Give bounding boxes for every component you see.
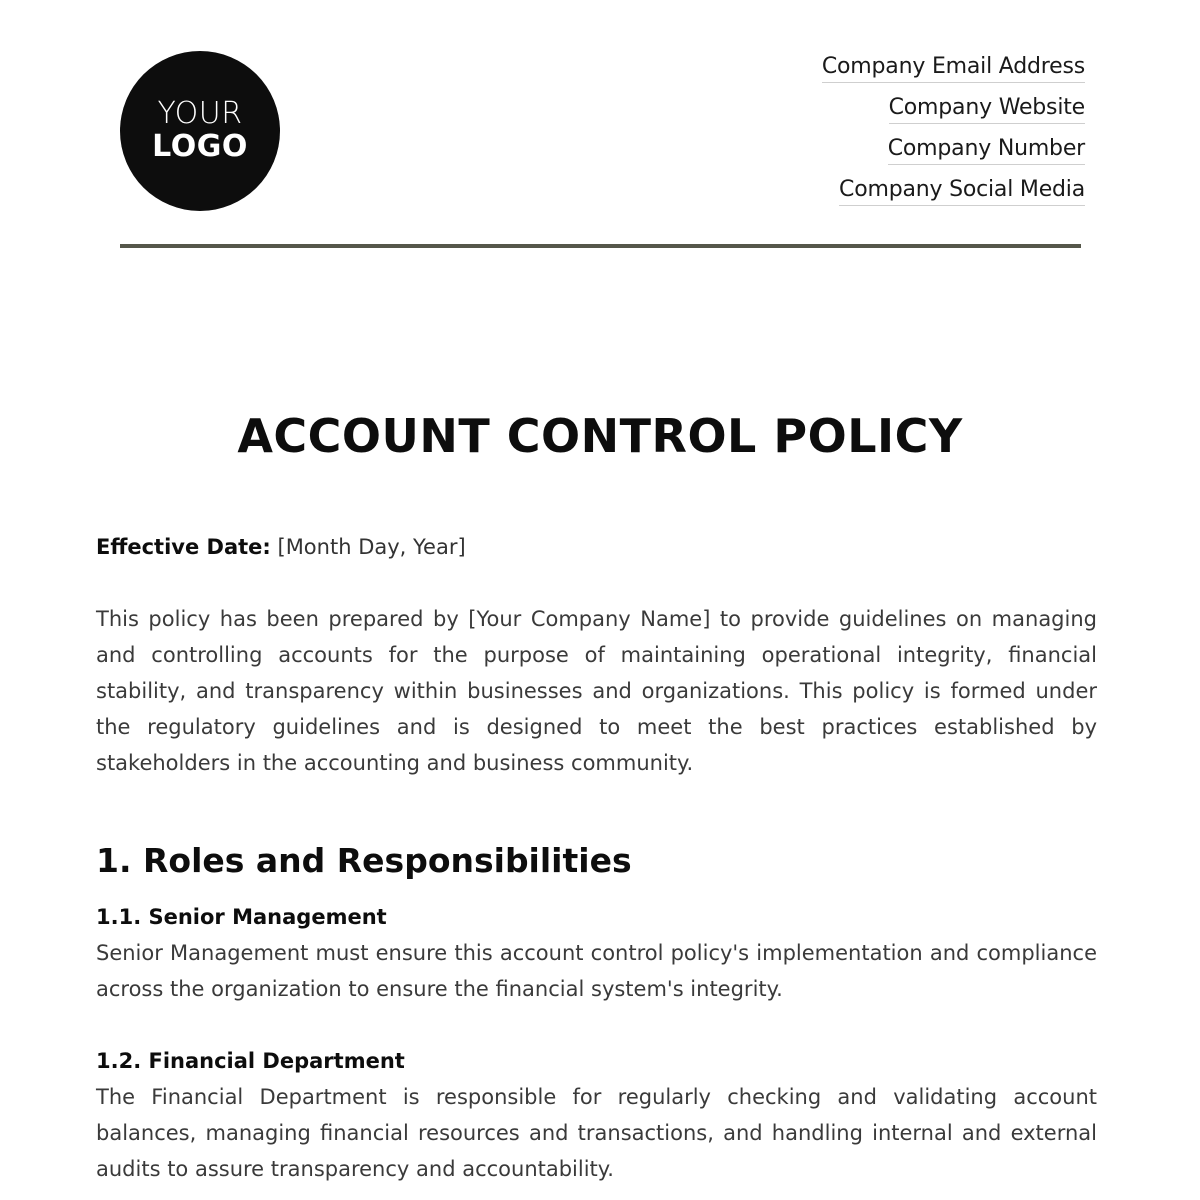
company-email[interactable]: Company Email Address xyxy=(822,54,1085,83)
effective-date-value: [Month Day, Year] xyxy=(277,535,466,559)
subsection-heading: 1.2. Financial Department xyxy=(96,1049,405,1073)
company-logo xyxy=(120,51,280,211)
company-social-media[interactable]: Company Social Media xyxy=(839,177,1085,206)
subsection-heading: 1.1. Senior Management xyxy=(96,905,387,929)
company-number[interactable]: Company Number xyxy=(888,136,1085,165)
effective-date-label: Effective Date: xyxy=(96,535,271,559)
logo-text-bottom: LOGO xyxy=(152,129,248,164)
effective-date xyxy=(96,529,1097,565)
intro-paragraph: This policy has been prepared by [Your Company Name] to provide guidelines on managing and controlling accounts for the purpose of maintaining operational integrity, financial stability, and transparency within businesses and organizations. This policy is formed under the regulatory guidelines and is designed to meet the best practices established by stakeholders in the accounting and business community. xyxy=(96,607,1097,775)
document-title: ACCOUNT CONTROL POLICY xyxy=(237,409,963,463)
subsection-text: The Financial Department is responsible for regularly checking and validating account balances, managing financial resources and transactions, and handling internal and external audits to assure transparency and accountability. xyxy=(96,1085,1097,1181)
section-heading: 1. Roles and Responsibilities xyxy=(96,841,632,880)
header-divider xyxy=(120,244,1081,248)
subsection-text: Senior Management must ensure this account control policy's implementation and compliance across the organization to ensure the financial system's integrity. xyxy=(96,941,1097,1001)
logo-text-top: YOUR xyxy=(157,96,243,131)
company-website[interactable]: Company Website xyxy=(889,95,1085,124)
company-contact-block xyxy=(822,54,1085,218)
document-body xyxy=(96,529,1097,1187)
